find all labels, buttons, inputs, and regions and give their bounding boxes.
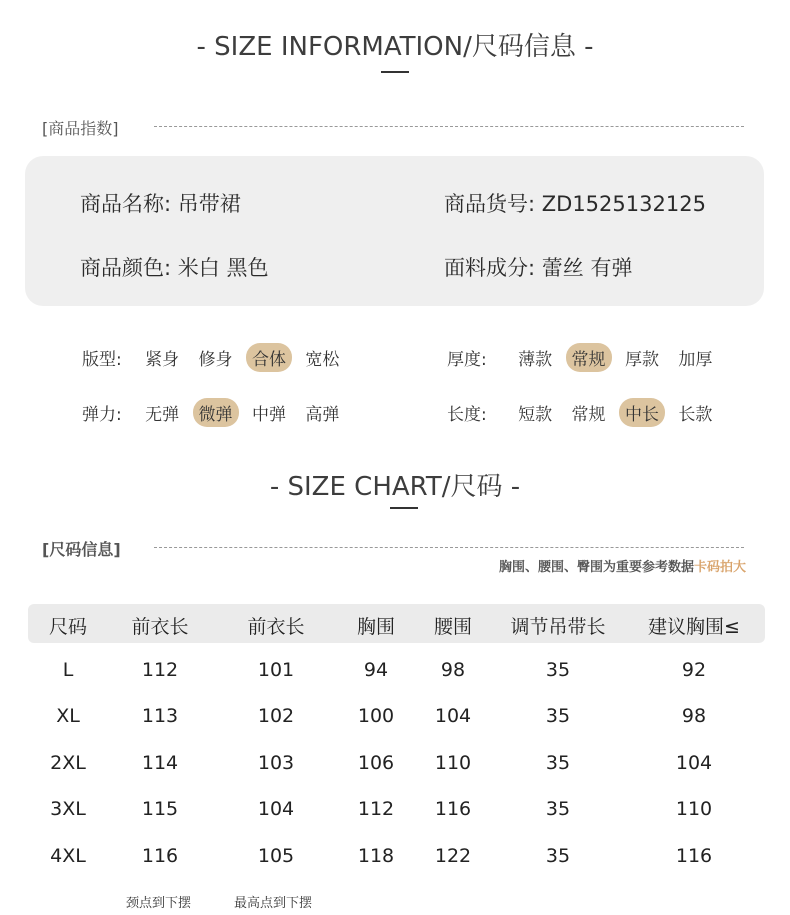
note-highlight: 卡码拍大 xyxy=(693,560,746,575)
product-info-card xyxy=(25,156,764,306)
length-label: 长度: xyxy=(447,405,487,425)
table-cell: 112 xyxy=(141,659,179,681)
product-sku-label: 商品货号: xyxy=(444,192,536,216)
size-chart-title: - SIZE CHART/尺码 - xyxy=(269,472,521,502)
table-header-cell: 前衣长 xyxy=(247,616,305,638)
table-cell: 116 xyxy=(434,798,472,820)
thickness-option: 常规 xyxy=(566,343,612,372)
dashed-divider xyxy=(154,126,744,127)
thickness-option: 加厚 xyxy=(678,350,713,370)
table-header-cell: 建议胸围≤ xyxy=(648,616,740,638)
size-label-cell: 3XL xyxy=(50,798,86,820)
table-cell: 104 xyxy=(257,798,295,820)
product-name-row xyxy=(80,188,241,218)
table-cell: 35 xyxy=(545,705,571,727)
measurement-note xyxy=(499,556,746,575)
table-cell: 103 xyxy=(257,752,295,774)
table-cell: 104 xyxy=(434,705,472,727)
product-material-value: 蕾丝 有弹 xyxy=(541,256,633,280)
table-header-cell: 腰围 xyxy=(433,616,472,638)
length-option: 短款 xyxy=(518,405,553,425)
elasticity-label: 弹力: xyxy=(82,405,122,425)
footnote-front-length-1: 颈点到下摆 xyxy=(126,896,192,911)
product-index-label: [商品指数] xyxy=(42,119,119,138)
table-cell: 104 xyxy=(675,752,713,774)
table-cell: 113 xyxy=(141,705,179,727)
table-cell: 102 xyxy=(257,705,295,727)
table-cell: 98 xyxy=(440,659,466,681)
table-cell: 114 xyxy=(141,752,179,774)
product-material-row xyxy=(444,252,632,282)
table-cell: 94 xyxy=(363,659,389,681)
length-option: 常规 xyxy=(571,405,606,425)
table-cell: 98 xyxy=(681,705,707,727)
table-header-cell: 调节吊带长 xyxy=(510,616,606,638)
title-underline xyxy=(381,71,409,73)
thickness-row xyxy=(447,343,720,372)
size-label-cell: XL xyxy=(56,705,80,727)
elasticity-option: 微弹 xyxy=(193,398,239,427)
title-underline xyxy=(390,507,418,509)
table-cell: 35 xyxy=(545,798,571,820)
table-cell: 110 xyxy=(675,798,713,820)
table-cell: 100 xyxy=(357,705,395,727)
product-sku-row xyxy=(444,188,706,218)
table-cell: 118 xyxy=(357,845,395,867)
fit-label: 版型: xyxy=(82,350,122,370)
table-header-cell: 胸围 xyxy=(356,616,395,638)
dashed-divider xyxy=(154,547,744,548)
note-text: 胸围、腰围、臀围为重要参考数据 xyxy=(498,560,694,575)
elasticity-row xyxy=(82,398,347,427)
thickness-option: 厚款 xyxy=(624,350,659,370)
size-information-title: - SIZE INFORMATION/尺码信息 - xyxy=(196,32,594,62)
product-sku-value: ZD1525132125 xyxy=(541,192,706,216)
table-header-cell: 前衣长 xyxy=(131,616,189,638)
fit-option: 宽松 xyxy=(305,350,340,370)
thickness-option: 薄款 xyxy=(518,350,553,370)
size-label-cell: 2XL xyxy=(50,752,86,774)
table-cell: 101 xyxy=(257,659,295,681)
table-cell: 116 xyxy=(141,845,179,867)
product-material-label: 面料成分: xyxy=(444,256,536,280)
table-cell: 112 xyxy=(357,798,395,820)
length-option: 长款 xyxy=(678,405,713,425)
footnote-front-length-2: 最高点到下摆 xyxy=(234,896,313,911)
product-color-value: 米白 黑色 xyxy=(177,256,269,280)
elasticity-option: 无弹 xyxy=(145,405,180,425)
table-cell: 116 xyxy=(675,845,713,867)
table-cell: 122 xyxy=(434,845,472,867)
size-info-label: [尺码信息] xyxy=(42,540,121,559)
table-header-cell: 尺码 xyxy=(48,616,87,638)
length-row xyxy=(447,398,720,427)
fit-option: 修身 xyxy=(198,350,233,370)
table-cell: 92 xyxy=(681,659,707,681)
product-name-value: 吊带裙 xyxy=(177,192,241,216)
fit-option: 紧身 xyxy=(145,350,180,370)
product-color-label: 商品颜色: xyxy=(80,256,172,280)
fit-row xyxy=(82,343,347,372)
size-label-cell: L xyxy=(62,659,74,681)
elasticity-option: 高弹 xyxy=(305,405,340,425)
elasticity-option: 中弹 xyxy=(251,405,286,425)
table-cell: 110 xyxy=(434,752,472,774)
thickness-label: 厚度: xyxy=(447,350,487,370)
table-cell: 105 xyxy=(257,845,295,867)
table-cell: 35 xyxy=(545,659,571,681)
size-label-cell: 4XL xyxy=(50,845,86,867)
table-cell: 35 xyxy=(545,845,571,867)
length-option: 中长 xyxy=(619,398,665,427)
table-cell: 106 xyxy=(357,752,395,774)
fit-option: 合体 xyxy=(246,343,292,372)
product-name-label: 商品名称: xyxy=(80,192,172,216)
product-color-row xyxy=(80,252,268,282)
table-cell: 35 xyxy=(545,752,571,774)
table-cell: 115 xyxy=(141,798,179,820)
